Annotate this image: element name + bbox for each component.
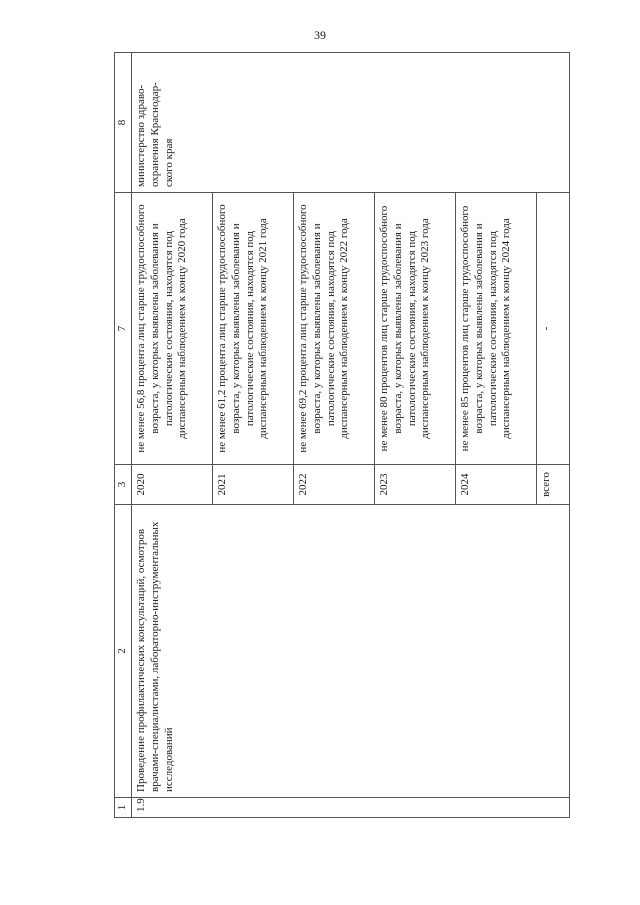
- indicator-cell: не менее 69,2 процента лиц старше трудоспособного возраста, у которых выявлены заболевания и патологические состояния, находятся под диспансерным наблюдением к концу 2022 года: [294, 193, 375, 465]
- table-row: [132, 53, 213, 818]
- header-col-3: 3: [115, 465, 132, 505]
- page-number: 39: [314, 28, 326, 42]
- item-title: Проведение профилактических консультаций, осмотров врачами-специалистами, лабораторно-инструментальных исследований: [132, 505, 570, 798]
- year-cell: 2021: [213, 465, 294, 505]
- executor-cell: министерство здраво-охранения Краснодар-ского края: [132, 53, 570, 193]
- indicator-cell: не менее 61,2 процента лиц старше трудоспособного возраста, у которых выявлены заболевания и патологические состояния, находятся под диспансерным наблюдением к концу 2021 года: [213, 193, 294, 465]
- year-cell: 2023: [375, 465, 456, 505]
- header-col-8: 8: [115, 53, 132, 193]
- header-col-1: 1: [115, 798, 132, 818]
- rotated-table-container: [114, 53, 570, 818]
- header-row: [115, 53, 132, 818]
- header-col-2: 2: [115, 505, 132, 798]
- item-number: 1.9: [132, 798, 570, 818]
- measures-table: [114, 52, 570, 818]
- indicator-cell: не менее 80 процентов лиц старше трудоспособного возраста, у которых выявлены заболевания и патологические состояния, находятся под диспансерным наблюдением к концу 2023 года: [375, 193, 456, 465]
- year-cell: 2022: [294, 465, 375, 505]
- rotated-table-frame: [114, 53, 570, 818]
- indicator-cell: не менее 56,8 процента лиц старше трудоспособного возраста, у которых выявлены заболевания и патологические состояния, находятся под диспансерным наблюдением к концу 2020 года: [132, 193, 213, 465]
- indicator-cell: не менее 85 процентов лиц старше трудоспособного возраста, у которых выявлены заболевания и патологические состояния, находятся под диспансерным наблюдением к концу 2024 года: [456, 193, 537, 465]
- total-indicator: -: [537, 193, 570, 465]
- year-cell: 2024: [456, 465, 537, 505]
- year-cell: 2020: [132, 465, 213, 505]
- total-label: всего: [537, 465, 570, 505]
- header-col-7: 7: [115, 193, 132, 465]
